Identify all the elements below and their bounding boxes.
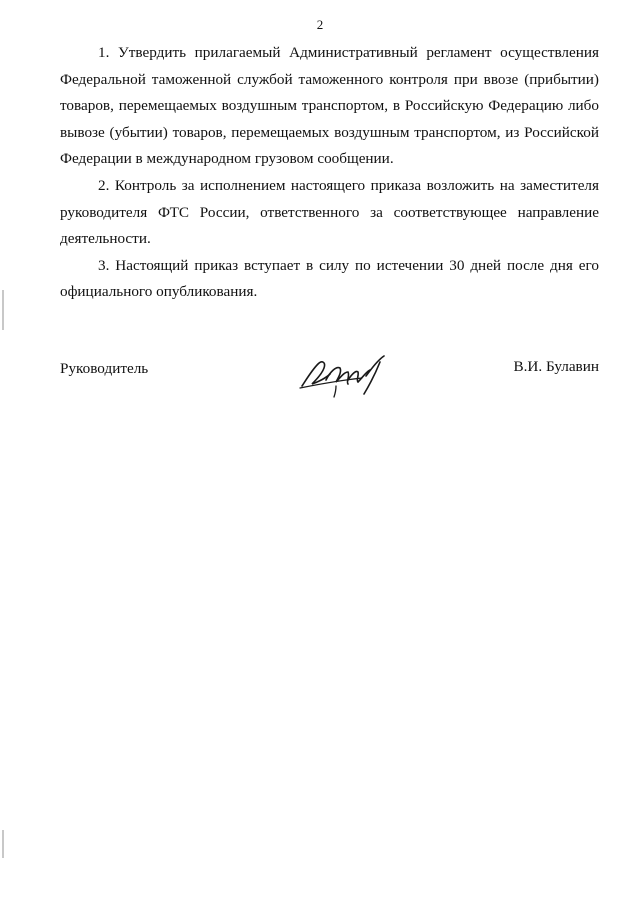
page-number: 2 <box>316 17 324 32</box>
handwritten-signature <box>296 350 396 398</box>
scan-edge-mark <box>2 830 4 858</box>
signature-block <box>60 350 599 400</box>
signatory-name: В.И. Булавин <box>513 358 599 375</box>
paragraph-2: 2. Контроль за исполнением настоящего приказа возложить на заместителя руководителя ФТС России, ответственного за соответствующее направление деятельности. <box>60 176 599 248</box>
paragraph-1: 1. Утвердить прилагаемый Административный регламент осуществления Федеральной таможенной службой таможенного контроля при ввозе (прибытии) товаров, перемещаемых воздушным транспортом, в Российскую Федерацию либо вывозе (убытии) товаров, перемещаемых воздушным транспортом, из Российской Федерации в международном грузовом сообщении. <box>60 44 599 168</box>
scan-edge-mark <box>2 290 4 330</box>
order-body <box>60 40 599 306</box>
signatory-title: Руководитель <box>60 360 149 377</box>
paragraph-3: 3. Настоящий приказ вступает в силу по истечении 30 дней после дня его официального опубликования. <box>60 256 599 301</box>
